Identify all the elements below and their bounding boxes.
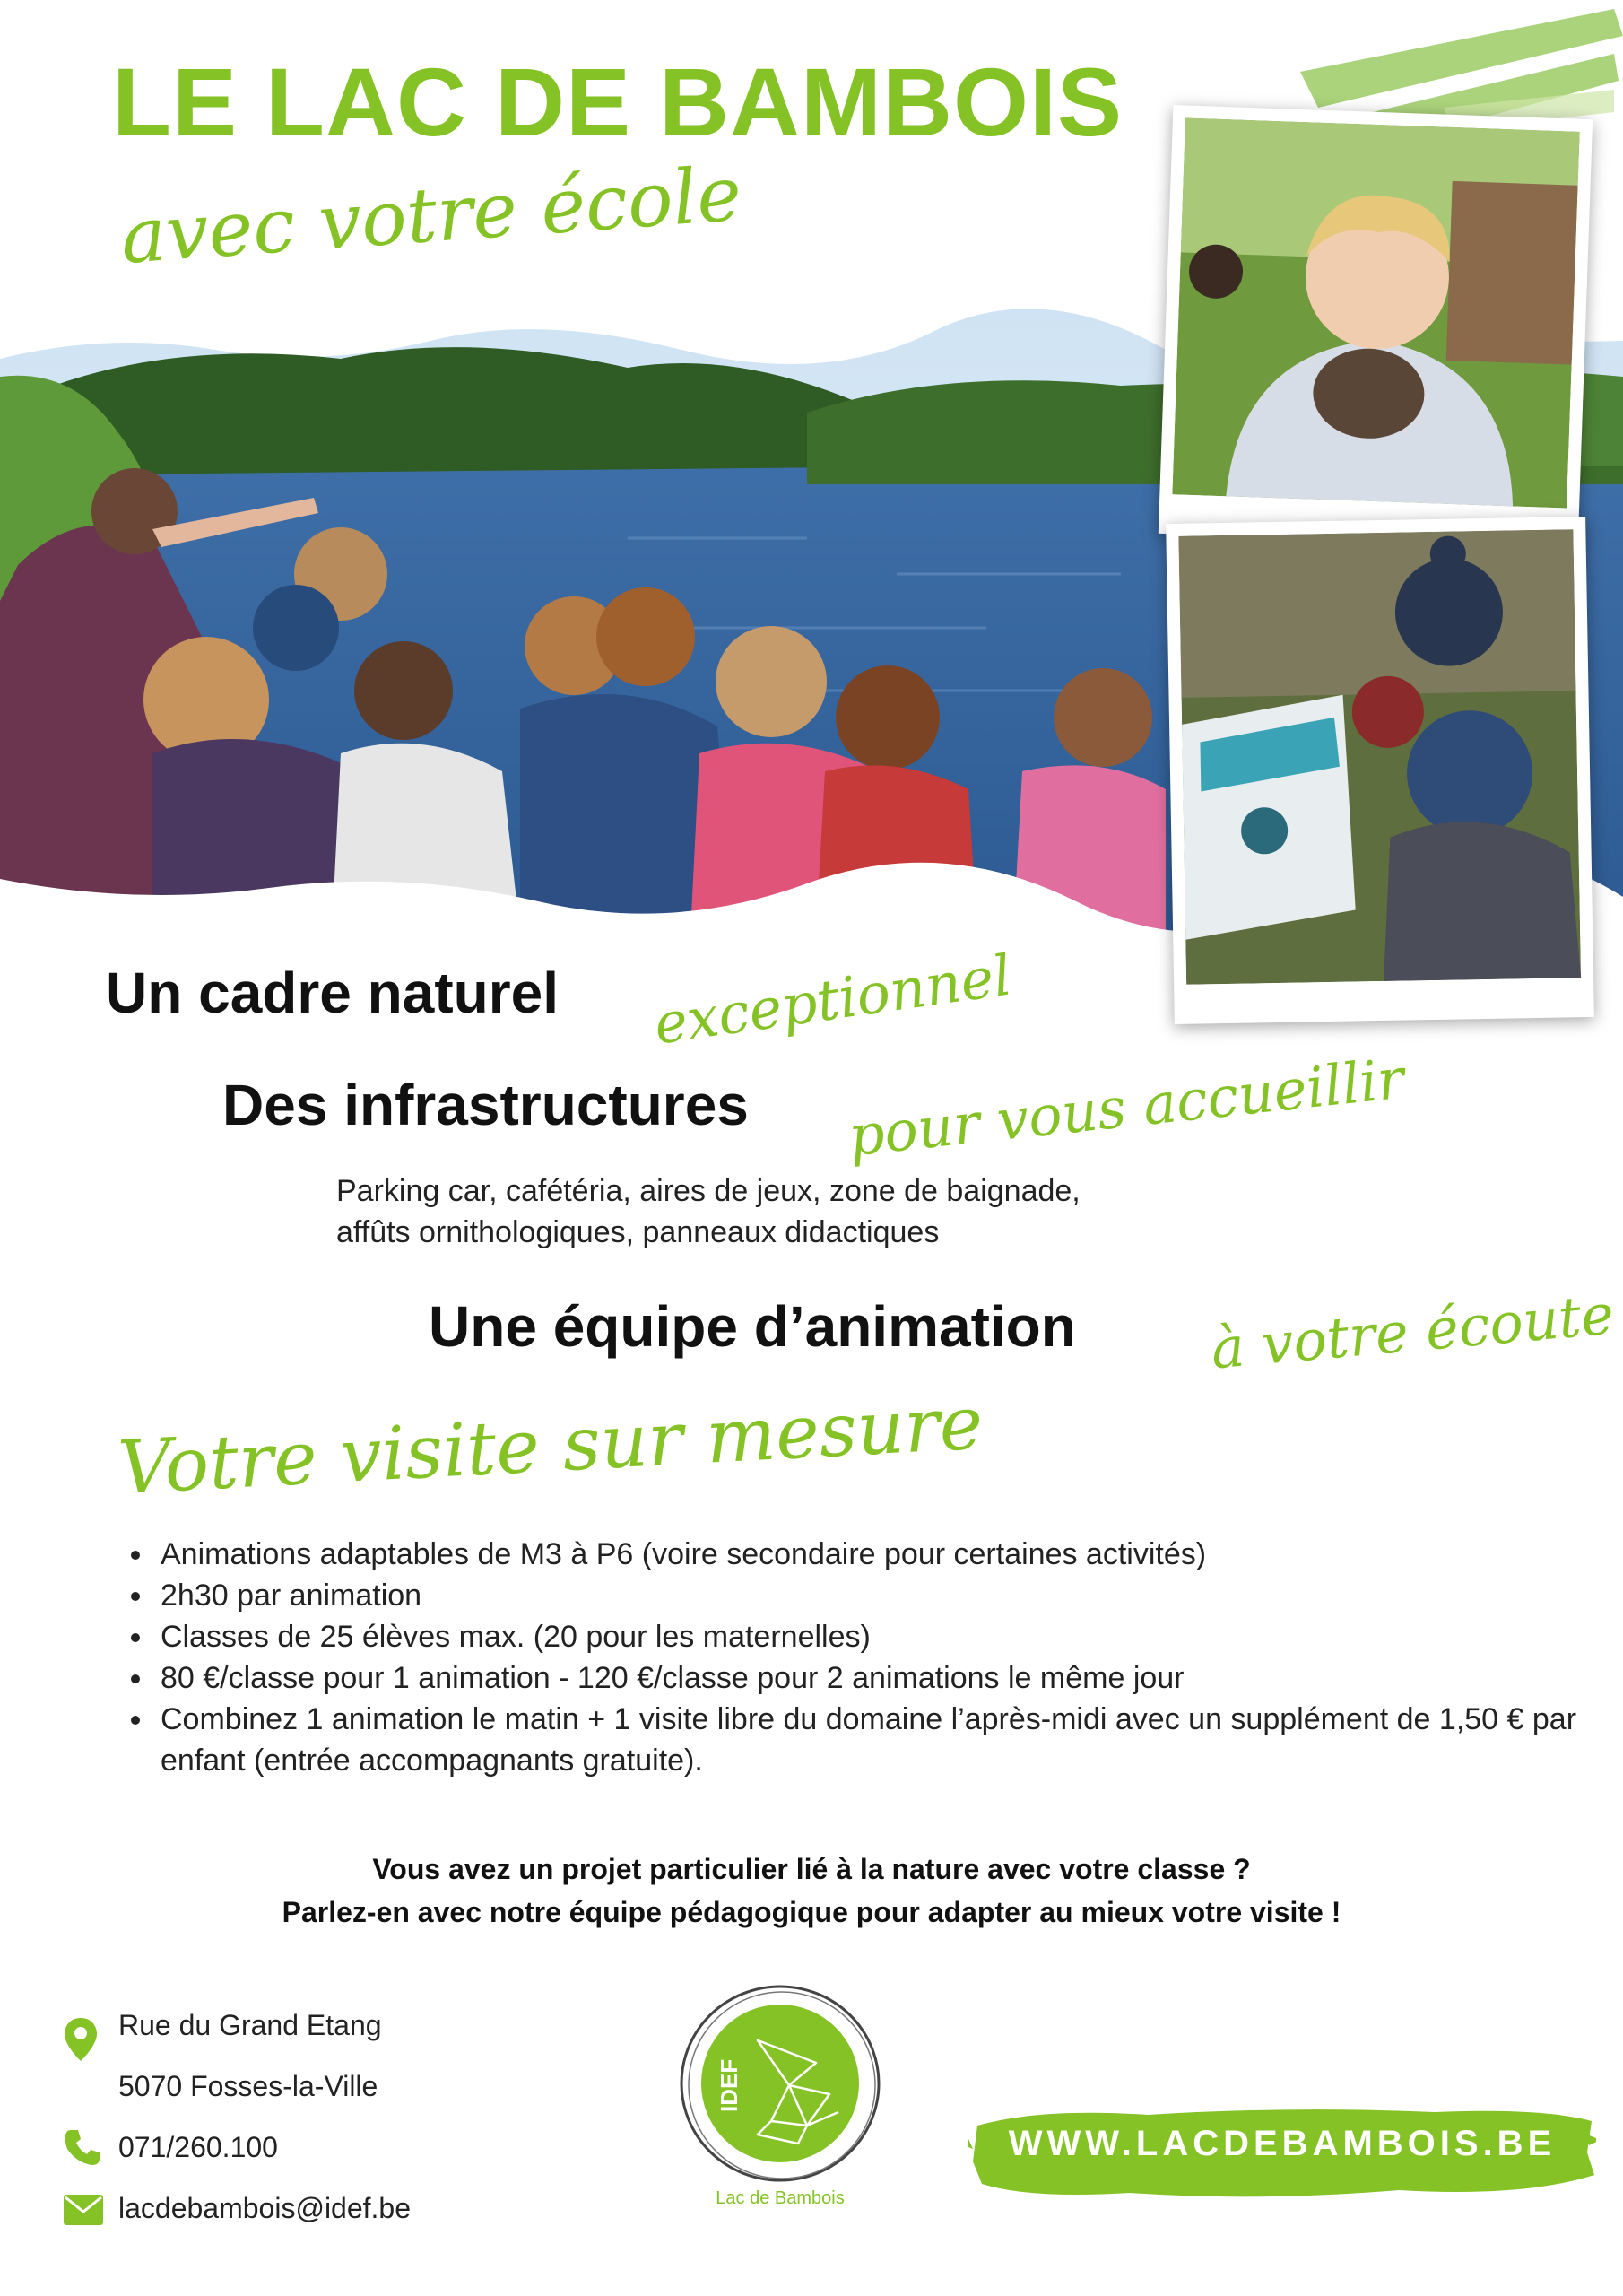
headline-equipe-animation-script: à votre écoute [1208, 1281, 1617, 1382]
infrastructures-line-2: affûts ornithologiques, panneaux didactiques [336, 1215, 940, 1249]
photo-children-panel [1166, 517, 1594, 1024]
website-link[interactable]: WWW.LACDEBAMBOIS.BE [1008, 2124, 1557, 2163]
idef-logo [673, 1978, 888, 2215]
list-item: • 80 €/classe pour 1 animation - 120 €/classe pour 2 animations le même jour [155, 1657, 1590, 1699]
logo-brand: IDEF [716, 2058, 742, 2112]
headline-cadre-naturel-script: exceptionnel [649, 942, 1016, 1057]
logo-name: Lac de Bambois [716, 2188, 845, 2208]
page-title: LE LAC DE BAMBOIS [112, 48, 1124, 156]
mail-icon [63, 2194, 104, 2226]
headline-cadre-naturel: Un cadre naturel [106, 961, 560, 1025]
list-item: • 2h30 par animation [155, 1575, 1590, 1616]
infrastructures-details [336, 1170, 1081, 1253]
page-subtitle: avec votre école [117, 149, 744, 281]
list-item: • Classes de 25 élèves max. (20 pour les maternelles) [155, 1616, 1590, 1657]
project-callout [0, 1848, 1623, 1934]
visite-title: Votre visite sur mesure [116, 1380, 985, 1511]
location-pin-icon [63, 2016, 99, 2063]
list-item: • Animations adaptables de M3 à P6 (voire secondaire pour certaines activités) [155, 1534, 1590, 1575]
project-line-1: Vous avez un projet particulier lié à la nature avec votre classe ? [372, 1853, 1251, 1885]
headline-equipe-animation: Une équipe d’animation [429, 1294, 1076, 1359]
project-line-2: Parlez-en avec notre équipe pédagogique pour adapter au mieux votre visite ! [282, 1896, 1341, 1928]
visite-list [121, 1534, 1590, 1781]
list-item: • Combinez 1 animation le matin + 1 visite libre du domaine l’après-midi avec un supplément de 1,50 € par enfant (entrée accompagnants gratuite). [155, 1699, 1590, 1781]
phone-icon [63, 2127, 102, 2167]
photo-child-clay [1159, 105, 1593, 548]
headline-infrastructures: Des infrastructures [222, 1073, 749, 1137]
infrastructures-line-1: Parking car, cafétéria, aires de jeux, zone de baignade, [336, 1174, 1081, 1208]
headline-infrastructures-script: pour vous accueillir [845, 1045, 1408, 1170]
